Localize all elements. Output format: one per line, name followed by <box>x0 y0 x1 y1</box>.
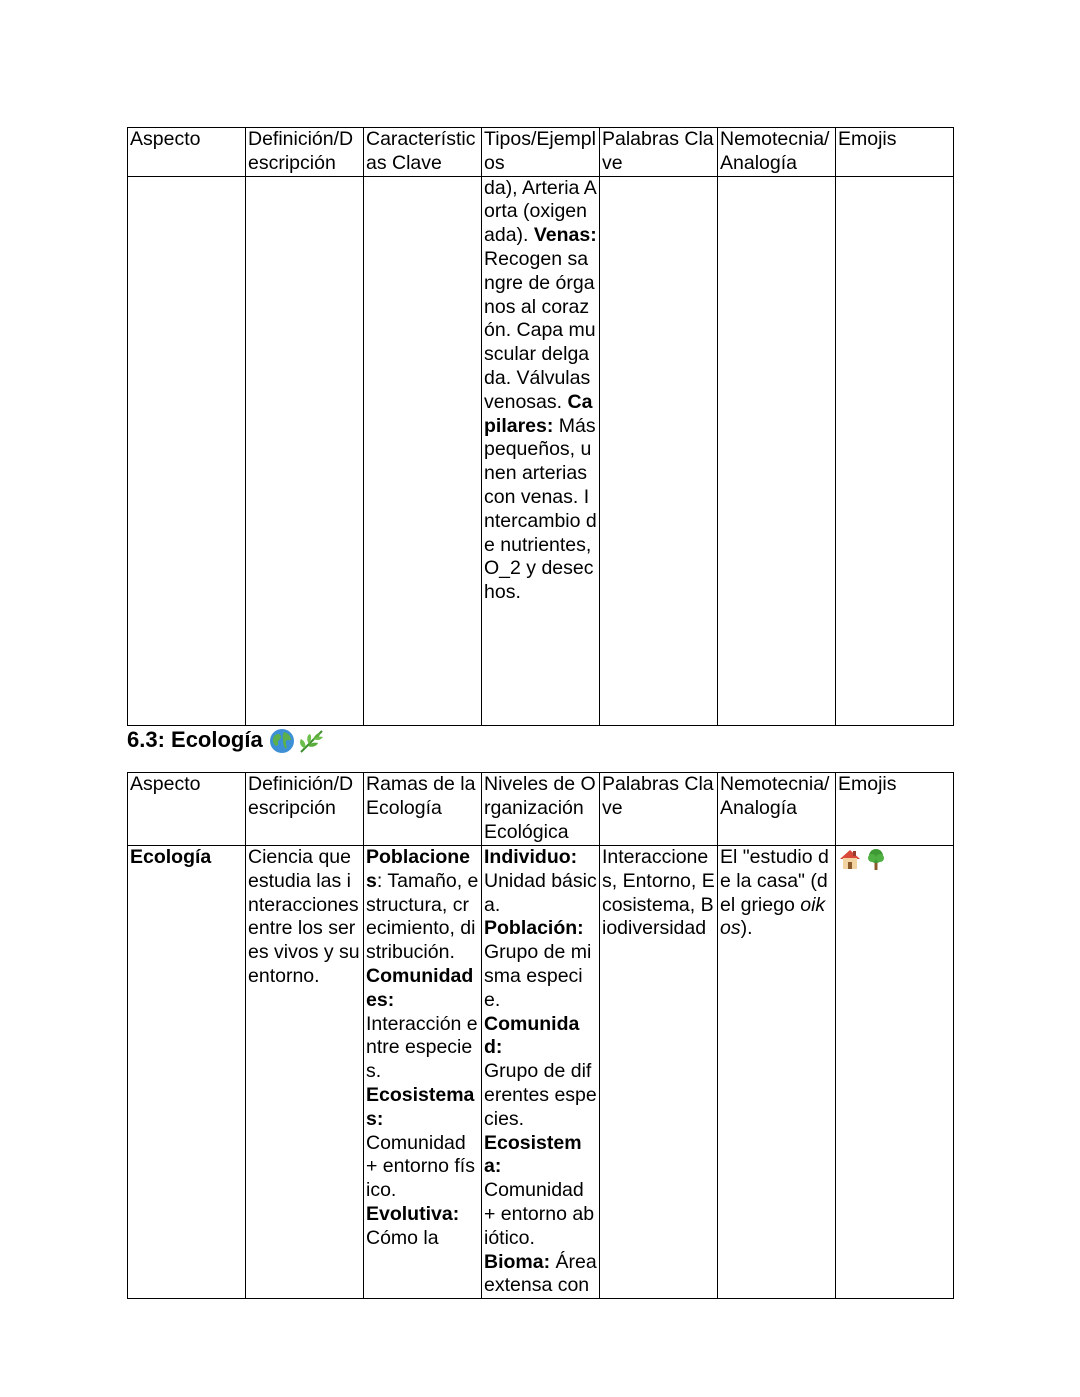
cell-definicion: Ciencia que estudia las interacciones entre los seres vivos y su entorno. <box>246 846 364 1299</box>
cell-palabras <box>600 176 718 725</box>
nivel-text: Comunidad + entorno abiótico. <box>484 1179 595 1249</box>
nivel-text: Unidad básica. <box>484 869 597 916</box>
nivel-text: Área extensa con <box>484 1250 597 1297</box>
cell-emojis <box>836 846 954 1299</box>
header-nemotecnia: Nemotecnia/ Analogía <box>718 128 836 177</box>
header-tipos: Tipos/Ejemplos <box>482 128 600 177</box>
nivel-text: Grupo de misma especie. <box>484 941 592 1011</box>
cell-emojis <box>836 176 954 725</box>
header-palabras: Palabras Clave <box>600 773 718 846</box>
rama-text: Interacción entre especies. <box>366 1012 478 1083</box>
header-aspecto: Aspecto <box>128 128 246 177</box>
section-heading <box>127 726 325 754</box>
header-emojis: Emojis <box>836 773 954 846</box>
rama-text: Cómo la <box>366 1226 439 1249</box>
header-nemotecnia: Nemotecnia/ Analogía <box>718 773 836 846</box>
header-aspecto: Aspecto <box>128 773 246 846</box>
herb-icon <box>297 728 325 754</box>
table-row <box>128 846 954 1299</box>
ecology-table <box>127 772 954 1299</box>
capilares-label: Capilares: <box>484 390 593 437</box>
cell-nemotecnia <box>718 176 836 725</box>
header-niveles: Niveles de Organización Ecológica <box>482 773 600 846</box>
house-icon <box>838 848 862 870</box>
globe-icon <box>269 728 295 754</box>
rama-label: Poblaciones <box>366 846 471 892</box>
nivel-label: Bioma: <box>484 1250 551 1273</box>
header-emojis: Emojis <box>836 128 954 177</box>
header-definicion: Definición/Descripción <box>246 773 364 846</box>
rama-label: Comunidades: <box>366 964 474 1011</box>
nivel-label: Población: <box>484 917 584 940</box>
cell-caracteristicas <box>364 176 482 725</box>
nivel-text: Grupo de diferentes especies. <box>484 1060 597 1130</box>
tree-icon <box>864 848 888 870</box>
nemotecnia-text: El "estudio de la casa" (del griego <box>720 846 829 916</box>
rama-text: : Tamaño, estructura, crecimiento, distribución. <box>366 869 479 964</box>
nivel-label: Individuo: <box>484 846 578 868</box>
table-row <box>128 176 954 725</box>
venas-label: Venas: <box>533 224 597 247</box>
tipos-intro: da), Arteria Aorta (oxigenada). <box>484 176 597 247</box>
table-header-row <box>128 128 954 177</box>
table-header-row <box>128 773 954 846</box>
cell-niveles <box>482 846 600 1299</box>
header-caracteristicas: Características Clave <box>364 128 482 177</box>
cell-palabras: Interacciones, Entorno, Ecosistema, Biodiversidad <box>600 846 718 1299</box>
cell-tipos <box>482 176 600 725</box>
section-title: 6.3: Ecología <box>127 727 263 752</box>
rama-text: Comunidad + entorno físico. <box>366 1131 475 1202</box>
cell-aspecto: Ecología <box>128 846 246 1299</box>
header-definicion: Definición/Descripción <box>246 128 364 177</box>
venas-text: Recogen sangre de órganos al corazón. Capa muscular delgada. Válvulas venosas. <box>484 247 596 413</box>
capilares-text: Más pequeños, unen arterias con venas. Intercambio de nutrientes, O_2 y desechos. <box>484 414 597 604</box>
cell-definicion <box>246 176 364 725</box>
header-palabras: Palabras Clave <box>600 128 718 177</box>
circulatory-table <box>127 127 954 726</box>
rama-label: Evolutiva: <box>366 1202 460 1225</box>
nivel-label: Comunidad: <box>484 1012 580 1059</box>
cell-ramas <box>364 846 482 1299</box>
nemotecnia-end: ). <box>740 917 753 940</box>
nemotecnia-italic: oikos <box>720 893 826 940</box>
header-ramas: Ramas de la Ecología <box>364 773 482 846</box>
cell-aspecto <box>128 176 246 725</box>
nivel-label: Ecosistema: <box>484 1131 582 1178</box>
rama-label: Ecosistemas: <box>366 1083 475 1130</box>
cell-nemotecnia <box>718 846 836 1299</box>
